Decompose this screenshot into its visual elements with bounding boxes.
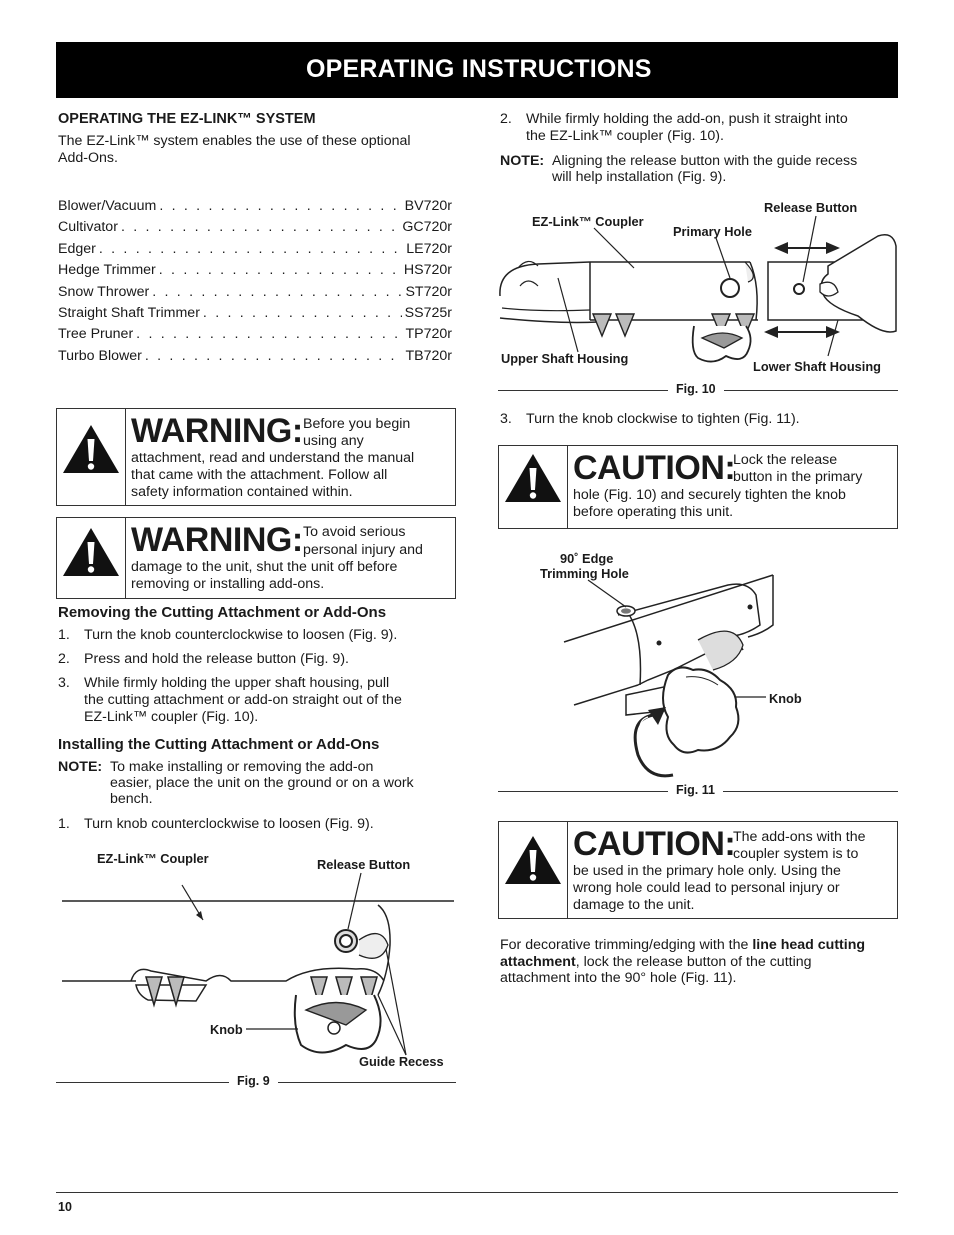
caution1-text-line1: Lock the release: [733, 452, 838, 468]
warning1-text-line1: Before you begin: [303, 416, 411, 432]
fig11-hole-callout-line2: Trimming Hole: [540, 566, 629, 581]
right-note-label: NOTE:: [500, 153, 545, 169]
addon-model-code: LE720r: [406, 240, 452, 257]
fig9-release-callout: Release Button: [317, 857, 411, 872]
removing-heading: Removing the Cutting Attachment or Add-Ons: [58, 604, 387, 621]
warning-triangle-icon: [499, 822, 568, 918]
addon-row: [58, 348, 452, 368]
figure-10: [498, 196, 898, 401]
figure-11: [498, 545, 898, 800]
step3-text: Turn the knob clockwise to tighten (Fig. 11).: [526, 411, 800, 427]
addon-name: Cultivator: [58, 219, 118, 236]
warning2-text-line4: removing or installing add-ons.: [131, 576, 325, 592]
warning2-text-line1: To avoid serious: [303, 524, 406, 540]
addon-leader-dots: [99, 241, 403, 257]
figure-9: [56, 845, 456, 1095]
installing-note-line3: bench.: [110, 791, 153, 807]
addon-leader-dots: [152, 284, 402, 300]
decorative-line2: [500, 954, 812, 971]
addon-name: Blower/Vacuum: [58, 198, 157, 214]
step2-number: 2.: [500, 111, 512, 127]
caution2-text-line3: be used in the primary hole only. Using the: [573, 863, 841, 879]
addon-name: Edger: [58, 240, 96, 257]
addon-row: [58, 326, 452, 346]
fig10-caption: Fig. 10: [668, 382, 724, 396]
caution-label: CAUTION:: [573, 449, 736, 487]
addon-row: [58, 284, 452, 304]
fig10-primary-callout: Primary Hole: [673, 224, 752, 239]
addon-row: [58, 305, 452, 325]
fig10-lower-callout: Lower Shaft Housing: [753, 359, 881, 374]
fig11-knob-illustration: [498, 545, 898, 800]
addon-model-code: TP720r: [405, 326, 452, 343]
warning-triangle-icon: [57, 409, 126, 505]
installing-note-line2: easier, place the unit on the ground or on a work: [110, 775, 414, 791]
warning-label: WARNING:: [131, 412, 303, 450]
addon-model-code: GC720r: [402, 219, 452, 236]
addon-model-code: TB720r: [405, 347, 452, 364]
removing-step-text: EZ-Link™ coupler (Fig. 10).: [84, 708, 259, 725]
addon-leader-dots: [136, 326, 402, 342]
addon-leader-dots: [145, 348, 403, 364]
addon-leader-dots: [159, 198, 401, 214]
caution1-text-line3: hole (Fig. 10) and securely tighten the knob: [573, 487, 846, 503]
caution-box-primary-hole: [498, 821, 898, 919]
addon-row: [58, 262, 452, 282]
fig11-caption: Fig. 11: [668, 783, 723, 797]
caution1-text-line4: before operating this unit.: [573, 504, 734, 520]
decorative-line1: [500, 937, 865, 954]
removing-step-number: 2.: [58, 651, 70, 667]
warning-triangle-icon: [57, 518, 126, 598]
section-title: OPERATING INSTRUCTIONS: [306, 55, 652, 83]
addon-model-code: ST720r: [405, 283, 452, 300]
warning1-text-line3: attachment, read and understand the manual: [131, 450, 415, 466]
installing-note-label: NOTE:: [58, 759, 103, 775]
installing-step-text: Turn knob counterclockwise to loosen (Fig. 9).: [84, 816, 374, 832]
warning-box-avoid-injury: [56, 517, 456, 599]
decorative-text-bold2: attachment: [500, 954, 576, 970]
fig10-release-callout: Release Button: [764, 200, 858, 215]
caution2-text-line4: wrong hole could lead to personal injury or: [573, 880, 840, 896]
right-note-line1: Aligning the release button with the guide recess: [552, 153, 858, 169]
addon-name: Turbo Blower: [58, 347, 142, 364]
fig9-coupler-callout: EZ-Link™ Coupler: [97, 851, 209, 866]
addon-leader-dots: [121, 219, 399, 235]
addon-model-code: BV720r: [404, 198, 452, 214]
footer-rule: [56, 1192, 898, 1193]
ezlink-intro-line2: Add-Ons.: [58, 150, 118, 166]
decorative-text-bold1: line head cutting: [752, 937, 866, 953]
warning1-text-line2: using any: [303, 433, 364, 449]
addon-leader-dots: [159, 262, 401, 278]
addon-name: Straight Shaft Trimmer: [58, 305, 200, 321]
warning-label: WARNING:: [131, 521, 303, 559]
installing-step-number: 1.: [58, 816, 70, 832]
caution2-text-line5: damage to the unit.: [573, 897, 695, 913]
fig9-guide-callout: Guide Recess: [359, 1054, 444, 1069]
caution1-text-line2: button in the primary: [733, 469, 863, 485]
ezlink-heading: OPERATING THE EZ-LINK™ SYSTEM: [58, 111, 316, 127]
fig10-coupler-callout: EZ-Link™ Coupler: [532, 214, 644, 229]
removing-step-text: Turn the knob counterclockwise to loosen (Fig. 9).: [84, 627, 398, 643]
fig11-hole-callout-line1: 90˚ Edge: [560, 551, 614, 566]
addon-row: [58, 219, 452, 239]
addon-row: [58, 198, 452, 218]
installing-heading: Installing the Cutting Attachment or Add-Ons: [58, 736, 380, 753]
page-number: 10: [58, 1200, 72, 1214]
warning2-text-line2: personal injury and: [303, 542, 423, 558]
decorative-line3: attachment into the 90° hole (Fig. 11).: [500, 970, 737, 986]
step3-number: 3.: [500, 411, 512, 427]
fig9-caption: Fig. 9: [229, 1074, 278, 1088]
fig9-knob-callout: Knob: [210, 1022, 243, 1037]
removing-step-text: the cutting attachment or add-on straight out of the: [84, 691, 402, 708]
step2-line1: While firmly holding the add-on, push it straight into: [526, 111, 848, 127]
installing-note-line1: To make installing or removing the add-on: [110, 759, 374, 775]
addon-model-code: SS725r: [404, 305, 452, 321]
addon-row: [58, 241, 452, 261]
caution-label: CAUTION:: [573, 825, 736, 863]
ezlink-intro-line1: The EZ-Link™ system enables the use of these optional: [58, 133, 411, 149]
right-note-line2: will help installation (Fig. 9).: [552, 169, 727, 185]
addon-name: Snow Thrower: [58, 283, 150, 300]
warning1-text-line4: that came with the attachment. Follow all: [131, 467, 388, 483]
caution2-text-line1: The add-ons with the: [733, 829, 866, 845]
warning2-text-line3: damage to the unit, shut the unit off before: [131, 559, 398, 575]
caution2-text-line2: coupler system is to: [733, 846, 859, 862]
warning-box-before-begin: [56, 408, 456, 506]
decorative-text-pre: For decorative trimming/edging with the: [500, 937, 753, 953]
fig10-upper-callout: Upper Shaft Housing: [501, 351, 629, 366]
addon-name: Hedge Trimmer: [58, 262, 156, 279]
section-header-bar: [56, 42, 898, 98]
addon-leader-dots: [203, 305, 402, 321]
addon-model-code: HS720r: [403, 262, 452, 279]
warning-triangle-icon: [499, 446, 568, 528]
removing-step-text: Press and hold the release button (Fig. 9).: [84, 651, 349, 667]
caution-box-lock-release: [498, 445, 898, 529]
addon-name: Tree Pruner: [58, 326, 134, 343]
step2-line2: the EZ-Link™ coupler (Fig. 10).: [526, 128, 724, 144]
decorative-text-post1: , lock the release button of the cutting: [575, 954, 812, 970]
removing-step-text: While firmly holding the upper shaft housing, pull: [84, 675, 390, 691]
removing-step-number: 1.: [58, 627, 70, 643]
warning1-text-line5: safety information contained within.: [131, 484, 353, 500]
fig11-knob-callout: Knob: [769, 691, 802, 706]
removing-step-number: 3.: [58, 675, 70, 691]
